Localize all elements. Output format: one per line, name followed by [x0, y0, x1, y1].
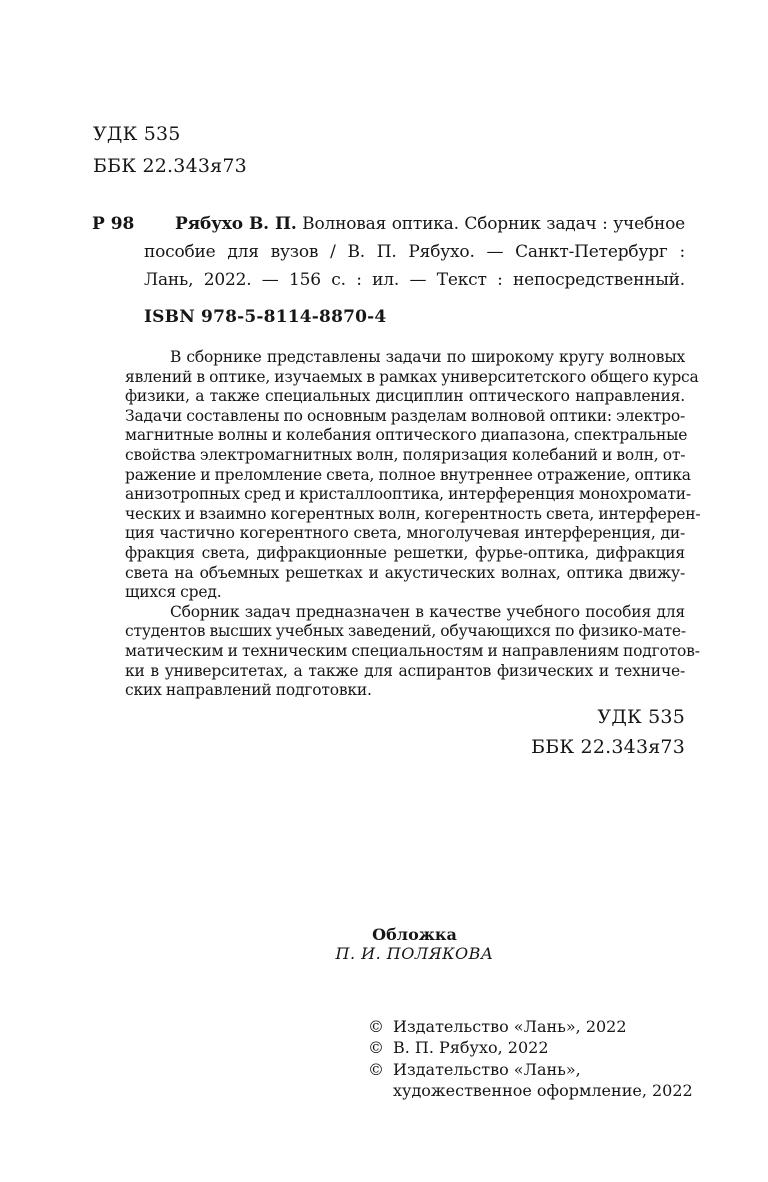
- cover-credit: [144, 925, 685, 963]
- bbk-code-bottom: ББК 22.343я73: [531, 736, 685, 758]
- bib-author: Рябухо В. П.: [175, 214, 297, 234]
- abstract-line: студентов высших учебных заведений, обучающихся по физико-мате-: [125, 622, 686, 641]
- annotation-text: [125, 348, 701, 701]
- abstract-line: ских направлений подготовки.: [125, 681, 372, 700]
- abstract-line: ция частично когерентного света, многолучевая интерференция, ди-: [125, 524, 685, 543]
- abstract-line: явлений в оптике, изучаемых в рамках университетского общего курса: [125, 367, 699, 386]
- copyright-entry: [368, 1016, 693, 1037]
- udc-code: УДК 535: [93, 123, 181, 145]
- copyright-symbol-spacer: [368, 1080, 393, 1101]
- copyright-text: художественное оформление, 2022: [393, 1080, 693, 1100]
- copyright-text: Издательство «Лань», 2022: [393, 1017, 627, 1036]
- copyright-entry-continuation: [368, 1080, 693, 1101]
- bbk-code: ББК 22.343я73: [93, 155, 247, 177]
- author-sign-code: Р 98: [92, 214, 135, 234]
- copyright-text: Издательство «Лань»,: [393, 1059, 581, 1079]
- abstract-line: ческих и взаимно когерентных волн, когерентность света, интерферен-: [125, 504, 701, 523]
- abstract-line: Сборник задач предназначен в качестве учебного пособия для: [170, 602, 685, 621]
- copyright-block: [368, 1016, 693, 1101]
- udc-code-bottom: УДК 535: [597, 706, 685, 728]
- copyright-text: В. П. Рябухо, 2022: [393, 1038, 549, 1058]
- isbn-number: ISBN 978-5-8114-8870-4: [144, 307, 387, 327]
- abstract-line: физики, а также специальных дисциплин оптического направления.: [125, 387, 685, 406]
- abstract-line: ки в университетах, а также для аспирантов физических и техниче-: [125, 661, 685, 680]
- copyright-symbol: ©: [368, 1038, 384, 1058]
- bib-line-1: [144, 210, 685, 238]
- abstract-line: щихся сред.: [125, 583, 222, 602]
- bib-title: Волновая оптика. Сборник задач : учебное: [296, 214, 686, 234]
- abstract-line: матическим и техническим специальностям и направлениям подготов-: [125, 641, 700, 660]
- copyright-entry: [368, 1059, 693, 1080]
- copyright-entry: [368, 1037, 693, 1058]
- abstract-line: света на объемных решетках и акустических волнах, оптика движу-: [125, 563, 685, 582]
- abstract-line: В сборнике представлены задачи по широкому кругу волновых: [170, 348, 685, 366]
- abstract-line: анизотропных сред и кристаллооптика, интерференция монохромати-: [125, 485, 691, 504]
- classification-codes-top: [93, 118, 247, 182]
- bibliographic-record: [92, 210, 686, 294]
- bib-line-2: пособие для вузов / В. П. Рябухо. — Санкт-Петербург :: [144, 242, 685, 262]
- bib-line-3: Лань, 2022. — 156 с. : ил. — Текст : непосредственный.: [144, 270, 685, 290]
- copyright-symbol: ©: [368, 1017, 384, 1036]
- abstract-line: ражение и преломление света, полное внутреннее отражение, оптика: [125, 465, 691, 484]
- cover-credit-label: Обложка: [372, 925, 457, 944]
- classification-codes-bottom: [531, 702, 685, 762]
- cover-designer-name: П. И. ПОЛЯКОВА: [335, 944, 494, 963]
- abstract-line: фракция света, дифракционные решетки, фурье-оптика, дифракция: [125, 543, 685, 562]
- abstract-line: магнитные волны и колебания оптического диапазона, спектральные: [125, 426, 688, 445]
- abstract-line: Задачи составлены по основным разделам волновой оптики: электро-: [125, 406, 685, 425]
- abstract-line: свойства электромагнитных волн, поляризация колебаний и волн, от-: [125, 445, 686, 464]
- copyright-symbol: ©: [368, 1059, 384, 1079]
